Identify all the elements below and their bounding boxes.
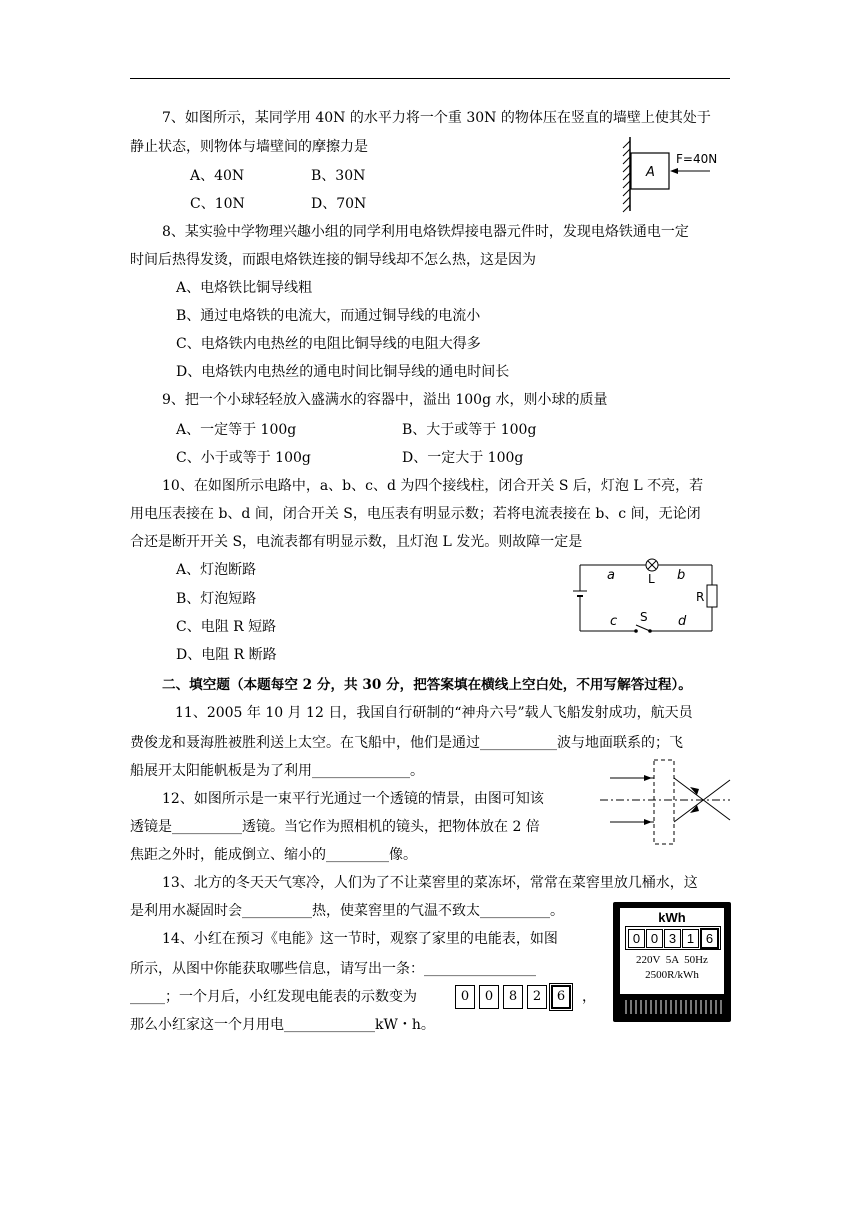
- meter-constant: 2500R/kWh: [645, 969, 699, 981]
- q14-line2: 所示，从图中你能获取哪些信息，请写出一条：________________: [130, 961, 536, 977]
- q10-line2: 用电压表接在 b、d 间，闭合开关 S，电压表有明显示数；若将电流表接在 b、c 间，无论闭: [130, 506, 701, 522]
- q10-label-c: c: [610, 614, 618, 629]
- meter-unit: kWh: [658, 910, 686, 925]
- q9-option-b: B、大于或等于 100g: [402, 422, 537, 438]
- q8-option-b: B、通过电烙铁的电流大，而通过铜导线的电流小: [176, 308, 481, 324]
- q7-option-a: A、40N: [190, 168, 245, 184]
- q10-option-b: B、灯泡短路: [176, 591, 257, 607]
- q11-line3: 船展开太阳能帆板是为了利用______________。: [130, 763, 424, 779]
- new-reading-digit-5: 6: [551, 985, 571, 1009]
- q10-label-L: L: [648, 572, 655, 586]
- section-2-heading: 二、填空题（本题每空 2 分，共 30 分，把答案填在横线上空白处，不用写解答过程）。: [162, 677, 692, 693]
- new-reading-digit-2: 0: [479, 985, 499, 1009]
- q8-line2: 时间后热得发烫，而跟电烙铁连接的铜导线却不怎么热，这是因为: [130, 252, 536, 268]
- q10-label-a: a: [607, 568, 615, 583]
- q13-line2: 是利用水凝固时会__________热，使菜窖里的气温不致太__________。: [130, 903, 564, 919]
- q12-line2: 透镜是__________透镜。当它作为照相机的镜头，把物体放在 2 倍: [130, 819, 540, 835]
- q12-lens-figure: [600, 758, 732, 848]
- energy-meter-figure: [613, 902, 731, 1022]
- header-rule: [130, 78, 730, 79]
- q7-line1: 7、如图所示，某同学用 40N 的水平力将一个重 30N 的物体压在竖直的墙壁上使其处于: [162, 110, 711, 126]
- meter-digit-2: 0: [646, 929, 663, 948]
- meter-digit-1: 0: [628, 929, 645, 948]
- q7-option-d: D、70N: [311, 196, 367, 212]
- q13-line1: 13、北方的冬天天气寒冷，人们为了不让菜窖里的菜冻坏，常常在菜窖里放几桶水，这: [162, 875, 698, 891]
- q10-line1: 10、在如图所示电路中，a、b、c、d 为四个接线柱，闭合开关 S 后，灯泡 L 不亮，若: [162, 478, 704, 494]
- q10-option-a: A、灯泡断路: [176, 562, 257, 578]
- meter-window: [625, 926, 721, 950]
- meter-digit-3: 3: [664, 929, 681, 948]
- q7-force-label: F=40N: [676, 152, 718, 166]
- q10-label-d: d: [678, 614, 687, 629]
- meter-rating: 220V 5A 50Hz: [636, 954, 708, 966]
- q12-line1: 12、如图所示是一束平行光通过一个透镜的情景，由图可知该: [162, 791, 544, 807]
- q10-label-R: R: [696, 590, 705, 604]
- meter-digit-5: 6: [700, 928, 719, 949]
- q14-line4: 那么小红家这一个月用电_____________kW・h。: [130, 1017, 435, 1033]
- meter-face: [620, 908, 724, 994]
- q12-line3: 焦距之外时，能成倒立、缩小的_________像。: [130, 847, 417, 863]
- q10-option-d: D、电阻 R 断路: [176, 647, 277, 663]
- q8-option-c: C、电烙铁内电热丝的电阻比铜导线的电阻大得多: [176, 336, 481, 352]
- q7-line2: 静止状态，则物体与墙壁间的摩擦力是: [130, 139, 368, 155]
- q7-option-b: B、30N: [311, 168, 366, 184]
- q8-option-a: A、电烙铁比铜导线粗: [176, 280, 313, 296]
- q7-block-label: A: [646, 165, 655, 180]
- meter-digit-4: 1: [682, 929, 699, 948]
- q11-line2: 费俊龙和聂海胜被胜利送上太空。在飞船中，他们是通过___________波与地面联系的；飞: [130, 735, 683, 751]
- meter-base-texture: [622, 1000, 722, 1014]
- q10-label-S: S: [640, 610, 648, 624]
- q14-line3b: ，: [582, 989, 596, 1005]
- q10-circuit-figure: [570, 555, 730, 640]
- q9-option-d: D、一定大于 100g: [402, 450, 524, 466]
- q14-line3a: _____；一个月后，小红发现电能表的示数变为: [130, 989, 417, 1005]
- q8-option-d: D、电烙铁内电热丝的通电时间比铜导线的通电时间长: [176, 364, 510, 380]
- q8-line1: 8、某实验中学物理兴趣小组的同学利用电烙铁焊接电器元件时，发现电烙铁通电一定: [162, 224, 689, 240]
- q10-label-b: b: [677, 568, 686, 583]
- new-reading-digit-3: 8: [503, 985, 523, 1009]
- q10-line3: 合还是断开开关 S，电流表都有明显示数，且灯泡 L 发光。则故障一定是: [130, 534, 583, 550]
- q7-option-c: C、10N: [190, 196, 245, 212]
- q7-wall-figure: [610, 135, 730, 215]
- q9-option-a: A、一定等于 100g: [176, 422, 297, 438]
- q11-line1: 11、2005 年 10 月 12 日，我国自行研制的“神舟六号”载人飞船发射成功，航天员: [175, 705, 693, 721]
- q10-option-c: C、电阻 R 短路: [176, 619, 277, 635]
- q9-option-c: C、小于或等于 100g: [176, 450, 311, 466]
- new-reading-digit-1: 0: [455, 985, 475, 1009]
- q9-line1: 9、把一个小球轻轻放入盛满水的容器中，溢出 100g 水，则小球的质量: [162, 392, 608, 408]
- q14-line1: 14、小红在预习《电能》这一节时，观察了家里的电能表，如图: [162, 931, 558, 947]
- new-reading-digit-4: 2: [527, 985, 547, 1009]
